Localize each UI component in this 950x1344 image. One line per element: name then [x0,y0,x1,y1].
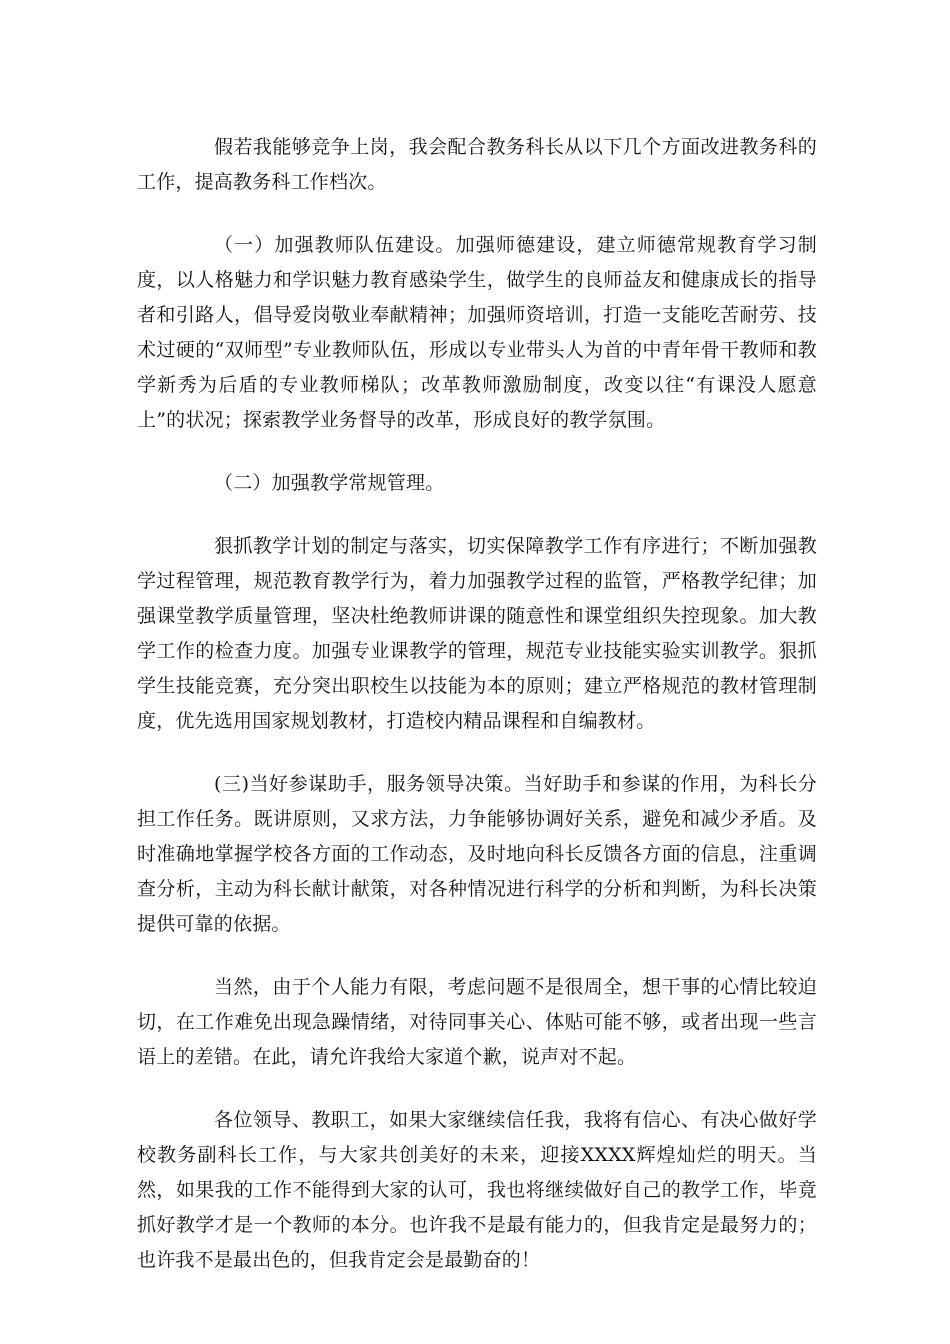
paragraph-section-two-body: 狠抓教学计划的制定与落实，切实保障教学工作有序进行；不断加强教学过程管理，规范教育教学行为，着力加强教学过程的监管，严格教学纪律；加强课堂教学质量管理，坚决杜绝教师讲课的随意性和课堂组织失控现象。加大教学工作的检查力度。加强专业课教学的管理，规范专业技能实验实训教学。狠抓学生技能竞赛，充分突出职校生以技能为本的原则；建立严格规范的教材管理制度，优先选用国家规划教材，打造校内精品课程和自编教材。 [137,535,817,732]
paragraph-apology: 当然，由于个人能力有限，考虑问题不是很周全，想干事的心情比较迫切，在工作难免出现急躁情绪，对待同事关心、体贴可能不够，或者出现一些言语上的差错。在此，请允许我给大家道个歉，说声对不起。 [137,976,817,1068]
paragraph-closing: 各位领导、教职工，如果大家继续信任我，我将有信心、有决心做好学校教务副科长工作，与大家共创美好的未来，迎接XXXX辉煌灿烂的明天。当然，如果我的工作不能得到大家的认可，我也将继续做好自己的教学工作，毕竟抓好教学才是一个教师的本分。也许我不是最有能力的，但我肯定是最努力的；也许我不是最出色的，但我肯定会是最勤奋的！ [137,1109,817,1271]
paragraph-section-one: （一）加强教师队伍建设。加强师德建设，建立师德常规教育学习制度，以人格魅力和学识魅力教育感染学生，做学生的良师益友和健康成长的指导者和引路人，倡导爱岗敬业奉献精神；加强师资培训，打造一支能吃苦耐劳、技术过硬的“双师型”专业教师队伍，形成以专业带头人为首的中青年骨干教师和教学新秀为后盾的专业教师梯队；改革教师激励制度，改变以往“有课没人愿意上”的状况；探索教学业务督导的改革，形成良好的教学氛围。 [137,234,817,431]
paragraph-section-two-heading: （二）加强教学常规管理。 [214,472,445,494]
document-body [137,130,817,1306]
paragraph-intro: 假若我能够竞争上岗，我会配合教务科长从以下几个方面改进教务科的工作，提高教务科工作档次。 [137,136,817,193]
paragraph-section-three: (三)当好参谋助手，服务领导决策。当好助手和参谋的作用，为科长分担工作任务。既讲原则，又求方法，力争能够协调好关系，避免和减少矛盾。及时准确地掌握学校各方面的工作动态，及时地向科长反馈各方面的信息，注重调查分析，主动为科长献计献策，对各种情况进行科学的分析和判断，为科长决策提供可靠的依据。 [137,773,817,935]
